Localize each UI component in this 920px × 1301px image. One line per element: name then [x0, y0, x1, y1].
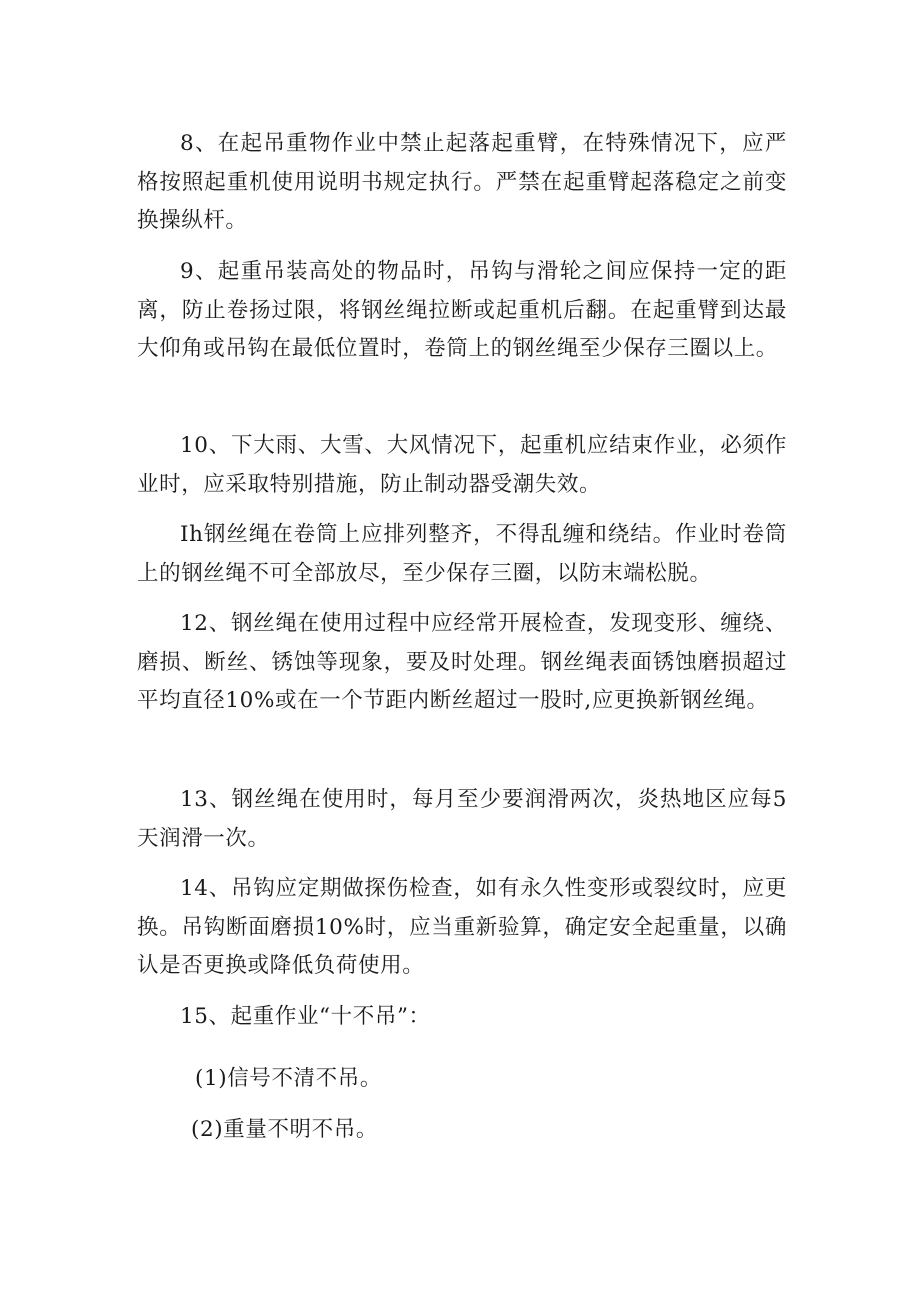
- paragraph-10: 10、下大雨、大雪、大风情况下，起重机应结束作业，必须作业时，应采取特别措施，防止制动器受潮失效。: [137, 433, 787, 497]
- paragraph-11: Ih钢丝绳在卷筒上应排列整齐，不得乱缠和绕结。作业时卷筒上的钢丝绳不可全部放尽，至少保存三圈，以防末端松脱。: [137, 522, 787, 586]
- list-item-2: (2)重量不明不吊。: [191, 1117, 378, 1142]
- paragraph-14: 14、吊钩应定期做探伤检查，如有永久性变形或裂纹时，应更换。吊钩断面磨损10%时，应当重新验算，确定安全起重量，以确认是否更换或降低负荷使用。: [137, 876, 787, 978]
- paragraph-12: 12、钢丝绳在使用过程中应经常开展检查，发现变形、缠绕、磨损、断丝、锈蚀等现象，要及时处理。钢丝绳表面锈蚀磨损超过平均直径10%或在一个节距内断丝超过一股时,应更换新钢丝绳。: [137, 611, 787, 713]
- paragraph-9: 9、起重吊装高处的物品时，吊钩与滑轮之间应保持一定的距离，防止卷扬过限，将钢丝绳拉断或起重机后翻。在起重臂到达最大仰角或吊钩在最低位置时，卷筒上的钢丝绳至少保存三圈以上。: [137, 259, 787, 361]
- paragraph-15-heading: 15、起重作业“十不吊”：: [180, 1004, 431, 1029]
- paragraph-13: 13、钢丝绳在使用时，每月至少要润滑两次，炎热地区应每5天润滑一次。: [137, 787, 787, 851]
- list-item-1: (1)信号不清不吊。: [195, 1066, 382, 1091]
- paragraph-8: 8、在起吊重物作业中禁止起落起重臂，在特殊情况下，应严格按照起重机使用说明书规定执行。严禁在起重臂起落稳定之前变换操纵杆。: [137, 131, 787, 233]
